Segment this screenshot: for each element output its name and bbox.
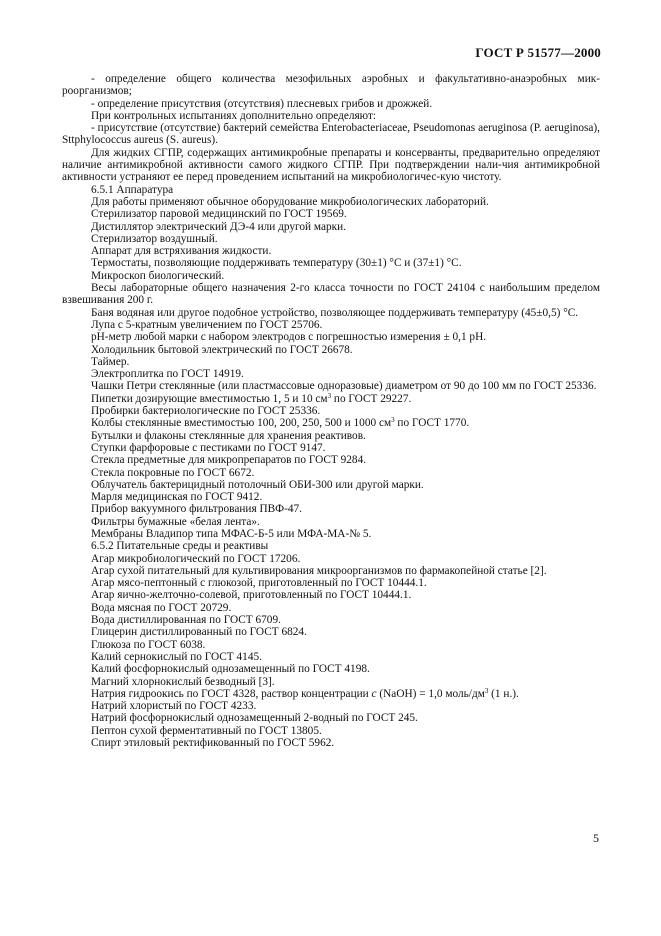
text-line: Калий фосфорнокислый однозамещенный по ГОСТ 4198. [91,663,370,676]
text-line: Стерилизатор паровой медицинский по ГОСТ 19569. [91,208,347,221]
text-line: Агар мясо-пептонный с глюкозой, приготовленный по ГОСТ 10444.1. [91,577,427,590]
text-line: Термостаты, позволяющие поддерживать температуру (30±1) °С и (37±1) °С. [91,257,462,270]
superscript: 3 [327,391,332,400]
text-part: Натрия гидроокись по ГОСТ 4328, раствор концентрации [91,687,372,700]
text-line [62,393,600,405]
page-number: 5 [593,831,599,845]
text-part: по ГОСТ 29227. [331,392,412,405]
text-part: Пипетки дозирующие вместимостью 1, 5 и 10 см [91,392,328,405]
text-line: Глицерин дистиллированный по ГОСТ 6824. [91,626,307,639]
text-line: Натрий хлористый по ГОСТ 4233. [91,700,257,713]
text-part: (1 н.). [488,687,519,700]
text-line: Холодильник бытовой электрический по ГОСТ 26678. [91,343,353,356]
text-line [62,688,600,700]
text-line: Аппарат для встряхивания жидкости. [91,245,272,258]
text-line: Для жидких СГПР, содержащих антимикробные препараты и консерванты, предварительно определяют наличие антимикробной активности самого жидкого СГПР. При подтверждении нали-чия антимикробной активности устраняют ее перед проведением испытаний на микробиологичес-кую чистоту. [62,146,600,184]
text-line: Для работы применяют обычное оборудование микробиологических лабораторий. [91,195,489,208]
text-line: Баня водяная или другое подобное устройство, позволяющее поддерживать температуру (45±0,5) °С. [91,306,579,319]
text-part: (NaOH) = 1,0 моль/дм [376,687,485,700]
text-line: Ступки фарфоровые с пестиками по ГОСТ 9147. [91,441,326,454]
text-line: - определение присутствия (отсутствия) плесневых грибов и дрожжей. [91,97,433,110]
text-line: Спирт этиловый ректификованный по ГОСТ 5962. [91,737,335,750]
text-line: Микроскоп биологический. [91,269,225,282]
text-line: При контрольных испытаниях дополнительно определяют: [91,109,377,122]
text-line: Весы лабораторные общего назначения 2-го класса точности по ГОСТ 24104 с наибольшим пределом взвешивания 200 г. [62,282,600,307]
text-line: Стекла покровные по ГОСТ 6672. [91,466,255,479]
text-part: Колбы стеклянные вместимостью 100, 200, 250, 500 и 1000 см [91,417,392,430]
text-line: Натрий фосфорнокислый однозамещенный 2-водный по ГОСТ 245. [91,712,418,725]
text-line: Марля медицинская по ГОСТ 9412. [91,491,263,504]
text-line: Таймер. [91,355,130,368]
text-line: Пептон сухой ферментативный по ГОСТ 13805. [91,724,322,737]
text-line: Пробирки бактериологические по ГОСТ 25336. [91,405,321,418]
text-line: Фильтры бумажные «белая лента». [91,515,260,528]
text-line: Стерилизатор воздушный. [91,232,218,245]
document-body [62,73,600,749]
italic-symbol: с [371,687,377,700]
section-heading: 6.5.2 Питательные среды и реактивы [91,540,269,553]
superscript: 3 [484,686,489,695]
text-line: Прибор вакуумного фильтрования ПВФ-47. [91,503,302,516]
section-heading: 6.5.1 Аппаратура [91,183,174,196]
text-line: рН-метр любой марки с набором электродов с погрешностью измерения ± 0,1 рН. [91,331,487,344]
text-line: Агар яично-желточно-солевой, приготовленный по ГОСТ 10444.1. [91,589,412,602]
text-line: Чашки Петри стеклянные (или пластмассовые одноразовые) диаметром от 90 до 100 мм по ГОСТ 25336. [91,380,597,393]
text-line: Бутылки и флаконы стеклянные для хранения реактивов. [91,429,366,442]
superscript: 3 [391,416,395,425]
text-line: Вода мясная по ГОСТ 20729. [91,601,232,614]
text-line: Стекла предметные для микропрепаратов по ГОСТ 9284. [91,454,367,467]
text-line: Агар микробиологический по ГОСТ 17206. [91,552,301,565]
text-line: Облучатель бактерицидный потолочный ОБИ-300 или другой марки. [91,478,424,491]
text-line: Лупа с 5-кратным увеличением по ГОСТ 25706. [91,318,323,331]
text-line: Глюкоза по ГОСТ 6038. [91,638,206,651]
text-line [62,417,600,429]
text-line: Электроплитка по ГОСТ 14919. [91,368,244,381]
text-line: Дистиллятор электрический ДЭ-4 или другой марки. [91,220,347,233]
text-part: по ГОСТ 1770. [394,417,470,430]
text-line: Магний хлорнокислый безводный [3]. [91,675,275,688]
text-line: Агар сухой питательный для культивирования микроорганизмов по фармакопейной статье [2]. [91,564,547,577]
text-line: - присутствие (отсутствие) бактерий семейства Enterobacteriaceae, Pseudomonas aeruginosa (P. aeruginosa), Sttphylococcus aureus (S. aureus). [62,122,600,147]
text-line: - определение общего количества мезофильных аэробных и факультативно-анаэробных мик-роорганизмов; [62,73,600,98]
text-line: Вода дистиллированная по ГОСТ 6709. [91,614,281,627]
text-line: Мембраны Владипор типа МФАС-Б-5 или МФА-МА-№ 5. [91,527,372,540]
document-code: ГОСТ Р 51577—2000 [475,45,601,60]
text-line: Калий сернокислый по ГОСТ 4145. [91,650,262,663]
